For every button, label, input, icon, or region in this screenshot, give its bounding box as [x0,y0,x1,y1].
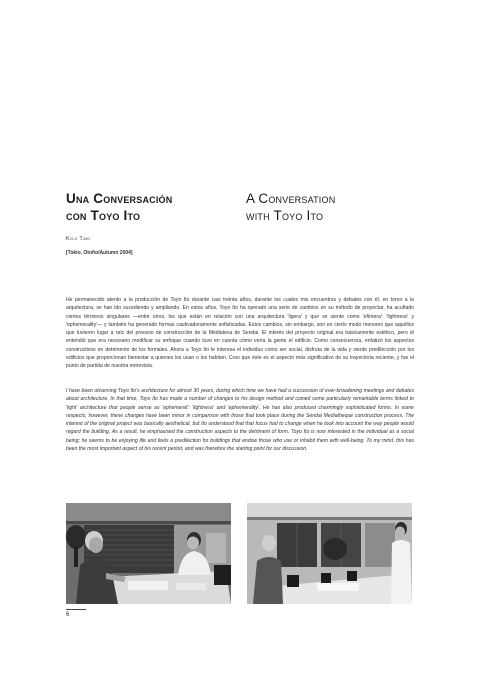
title-english-line-2: with Toyo Ito [246,208,324,223]
intro-paragraph-english: I have been observing Toyo Ito's architecture for almost 30 years, during which time we have had a succession of ever-broadening meetings and debates about architecture. In that time, Toyo Ito has made a number of changes to his design method and coined some particularly remarkable terms linked to 'light' architecture that people sense as 'ephemeral': 'lightness' and 'ephemerality'. He has also produced charmingly sophisticated forms. In some respects, however, these changes have been minor in comparison with those that took place during the Sendai Mediatheque construction process. The interest of the original project was basically aesthetical, but Ito understood that that focus had to change when he took into account the way people would regard the building. As a result, he emphasised the construction aspects to the detriment of form. Toyo Ito is now interested in the individual as a social being; he seems to be enjoying life and feels a predilection for buildings that endow those who use or inhabit them with well-being. To my mind, this has been the most important aspect of his recent period, and was therefore the starting point for our discussion. [66,388,414,453]
intro-paragraph-spanish: He permanecido atento a la producción de Toyo Ito durante casi treinta años, durante los cuales mis encuentros y debates con él, en torno a la arquitectura, se han ido sucediendo y ampliando. En estos años, Toyo Ito ha operado una serie de cambios en su método de proyectar, ha acuñado ciertos términos singulares —entre otros, los que están en relación con una arquitectura 'ligera' y que se siente como 'efímera': 'lightness' y 'ephemerality'— y también ha generado formas cautivadoramente sofisticadas. Estos cambios, sin embargo, son en cierto modo menores que aquéllos que tuvieron lugar a raíz del proceso de construcción de la Mediateca de Sendai. El interés del proyecto original era básicamente estético, pero él entendió que era necesario modificar su enfoque cuando tuvo en cuenta cómo vería la gente el edificio. Como consecuencia, enfatizó los aspectos constructivos en detrimento de los formales. Ahora a Toyo Ito le interesa el individuo como ser social, disfruta de la vida y siente predilección por los edificios que proporcionan bienestar a quienes los usan o los habitan. Creo que éste es el aspecto más significativo de su trayectoria reciente, y fue el punto de partida de nuestra entrevista. [66,297,414,370]
title-spanish-line-2: con Toyo Ito [66,208,141,223]
place-date: [Tokio, Otoño/Autumn 2004] [66,250,133,256]
title-spanish-line-1: Una Conversación [66,191,173,206]
page-number-rule [66,609,86,610]
photo-conversation-right [247,503,412,604]
photo-conversation-left [66,503,231,604]
page-number: 6 [66,612,70,618]
title-spanish [66,190,226,224]
title-english-line-1: A Conversation [246,191,336,206]
title-english [246,190,416,224]
author-name: Koji Taki [66,236,91,242]
